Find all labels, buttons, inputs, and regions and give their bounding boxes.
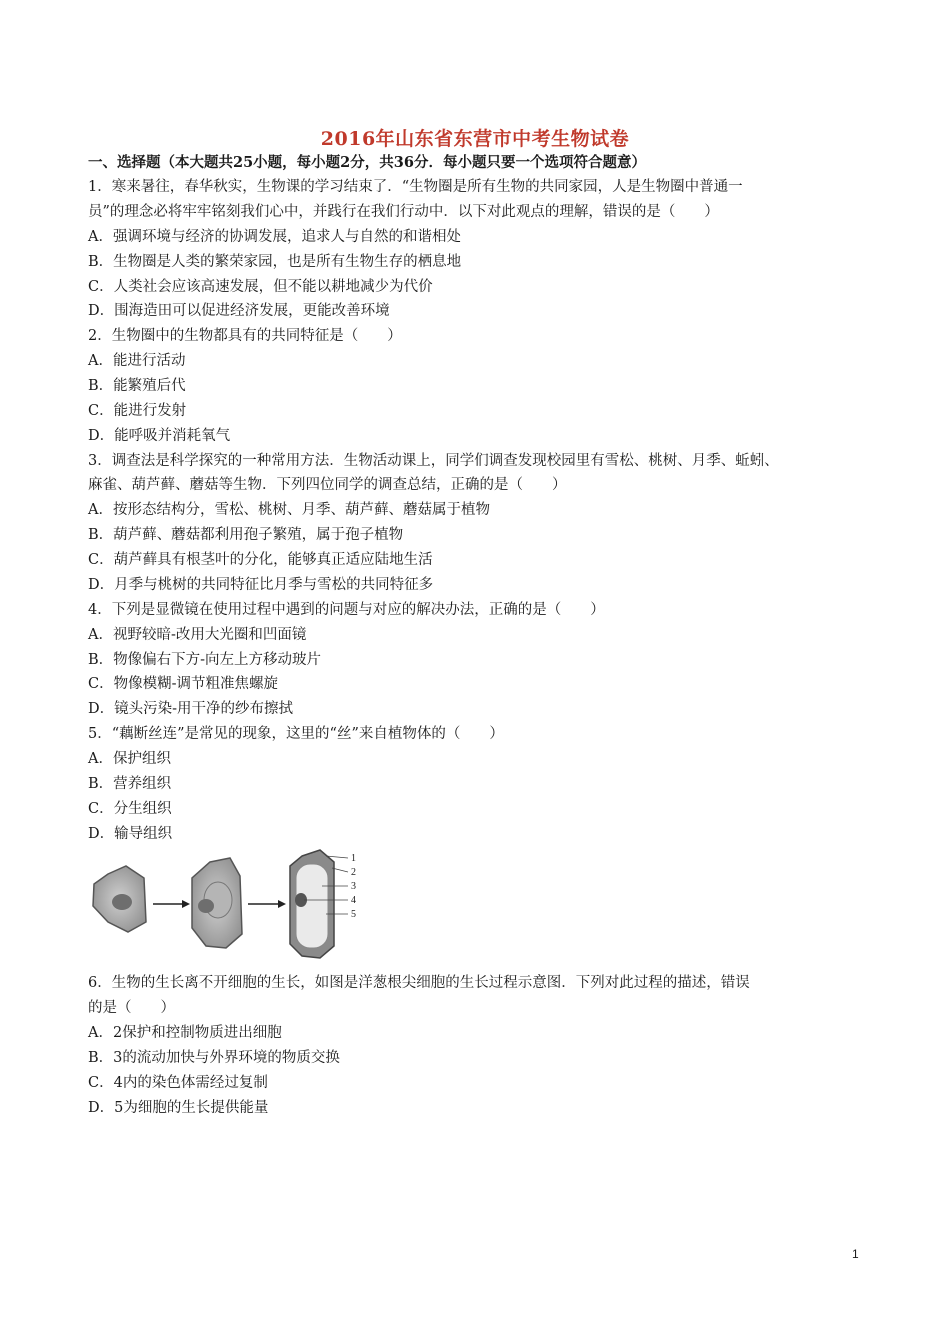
question-4-stem-line-1: 4．下列是显微镜在使用过程中遇到的问题与对应的解决办法，正确的是（ ） xyxy=(88,602,605,618)
figure-label-1: 1 xyxy=(351,853,356,864)
question-6-stem-line-2: 的是（ ） xyxy=(88,1000,175,1016)
cell-growth-figure xyxy=(88,848,373,960)
question-6-stem-line-1: 6．生物的生长离不开细胞的生长，如图是洋葱根尖细胞的生长过程示意图．下列对此过程的描述，错误 xyxy=(88,975,750,991)
question-3-option-c: C．葫芦藓具有根茎叶的分化，能够真正适应陆地生活 xyxy=(88,552,433,568)
question-6-option-d: D．5为细胞的生长提供能量 xyxy=(88,1100,269,1116)
cell-growth-diagram xyxy=(88,848,373,960)
question-6-option-c: C．4内的染色体需经过复制 xyxy=(88,1075,268,1091)
question-4-option-c: C．物像模糊-调节粗准焦螺旋 xyxy=(88,676,278,692)
question-4-option-a: A．视野较暗-改用大光圈和凹面镜 xyxy=(88,627,307,643)
question-1-option-c: C．人类社会应该高速发展，但不能以耕地减少为代价 xyxy=(88,279,433,295)
question-5-option-a: A．保护组织 xyxy=(88,751,171,767)
question-1-option-a: A．强调环境与经济的协调发展，追求人与自然的和谐相处 xyxy=(88,229,461,245)
small-cell xyxy=(93,866,146,932)
question-3-stem-line-1: 3．调查法是科学探究的一种常用方法．生物活动课上，同学们调查发现校园里有雪松、桃树、月季、蚯蚓、 xyxy=(88,453,779,469)
question-6-option-a: A．2保护和控制物质进出细胞 xyxy=(88,1025,282,1041)
page-title: 2016年山东省东营市中考生物试卷 xyxy=(320,128,630,150)
question-5-option-c: C．分生组织 xyxy=(88,801,172,817)
question-1-option-b: B．生物圈是人类的繁荣家园，也是所有生物生存的栖息地 xyxy=(88,254,462,270)
question-3-option-d: D．月季与桃树的共同特征比月季与雪松的共同特征多 xyxy=(88,577,434,593)
question-2-option-c: C．能进行发射 xyxy=(88,403,187,419)
figure-label-2: 2 xyxy=(351,867,356,878)
question-6-option-b: B．3的流动加快与外界环境的物质交换 xyxy=(88,1050,340,1066)
question-2-option-a: A．能进行活动 xyxy=(88,353,186,369)
question-2-stem-line-1: 2．生物圈中的生物都具有的共同特征是（ ） xyxy=(88,328,402,344)
question-3-stem-line-2: 麻雀、葫芦藓、蘑菇等生物．下列四位同学的调查总结，正确的是（ ） xyxy=(88,477,567,493)
medium-cell xyxy=(192,858,242,948)
question-5-option-b: B．营养组织 xyxy=(88,776,172,792)
question-1-stem-line-1: 1．寒来暑往，春华秋实，生物课的学习结束了．“生物圈是所有生物的共同家园，人是生物圈中普通一 xyxy=(88,179,743,195)
section-heading: 一、选择题（本大题共25小题，每小题2分，共36分．每小题只要一个选项符合题意） xyxy=(88,154,646,171)
large-cell xyxy=(290,850,334,958)
question-3-option-b: B．葫芦藓、蘑菇都利用孢子繁殖，属于孢子植物 xyxy=(88,527,404,543)
figure-label-4: 4 xyxy=(351,895,356,906)
question-5-stem-line-1: 5．“藕断丝连”是常见的现象，这里的“丝”来自植物体的（ ） xyxy=(88,726,504,742)
figure-label-3: 3 xyxy=(351,881,356,892)
question-2-option-d: D．能呼吸并消耗氧气 xyxy=(88,428,231,444)
question-4-option-d: D．镜头污染-用干净的纱布擦拭 xyxy=(88,701,294,717)
question-1-stem-line-2: 员”的理念必将牢牢铭刻我们心中，并践行在我们行动中．以下对此观点的理解，错误的是（ ） xyxy=(88,204,719,220)
question-1-option-d: D．围海造田可以促进经济发展，更能改善环境 xyxy=(88,303,390,319)
question-2-option-b: B．能繁殖后代 xyxy=(88,378,186,394)
question-5-option-d: D．输导组织 xyxy=(88,826,173,842)
question-4-option-b: B．物像偏右下方-向左上方移动玻片 xyxy=(88,652,322,668)
page-number: 1 xyxy=(852,1247,859,1261)
figure-label-5: 5 xyxy=(351,909,356,920)
question-3-option-a: A．按形态结构分，雪松、桃树、月季、葫芦藓、蘑菇属于植物 xyxy=(88,502,490,518)
